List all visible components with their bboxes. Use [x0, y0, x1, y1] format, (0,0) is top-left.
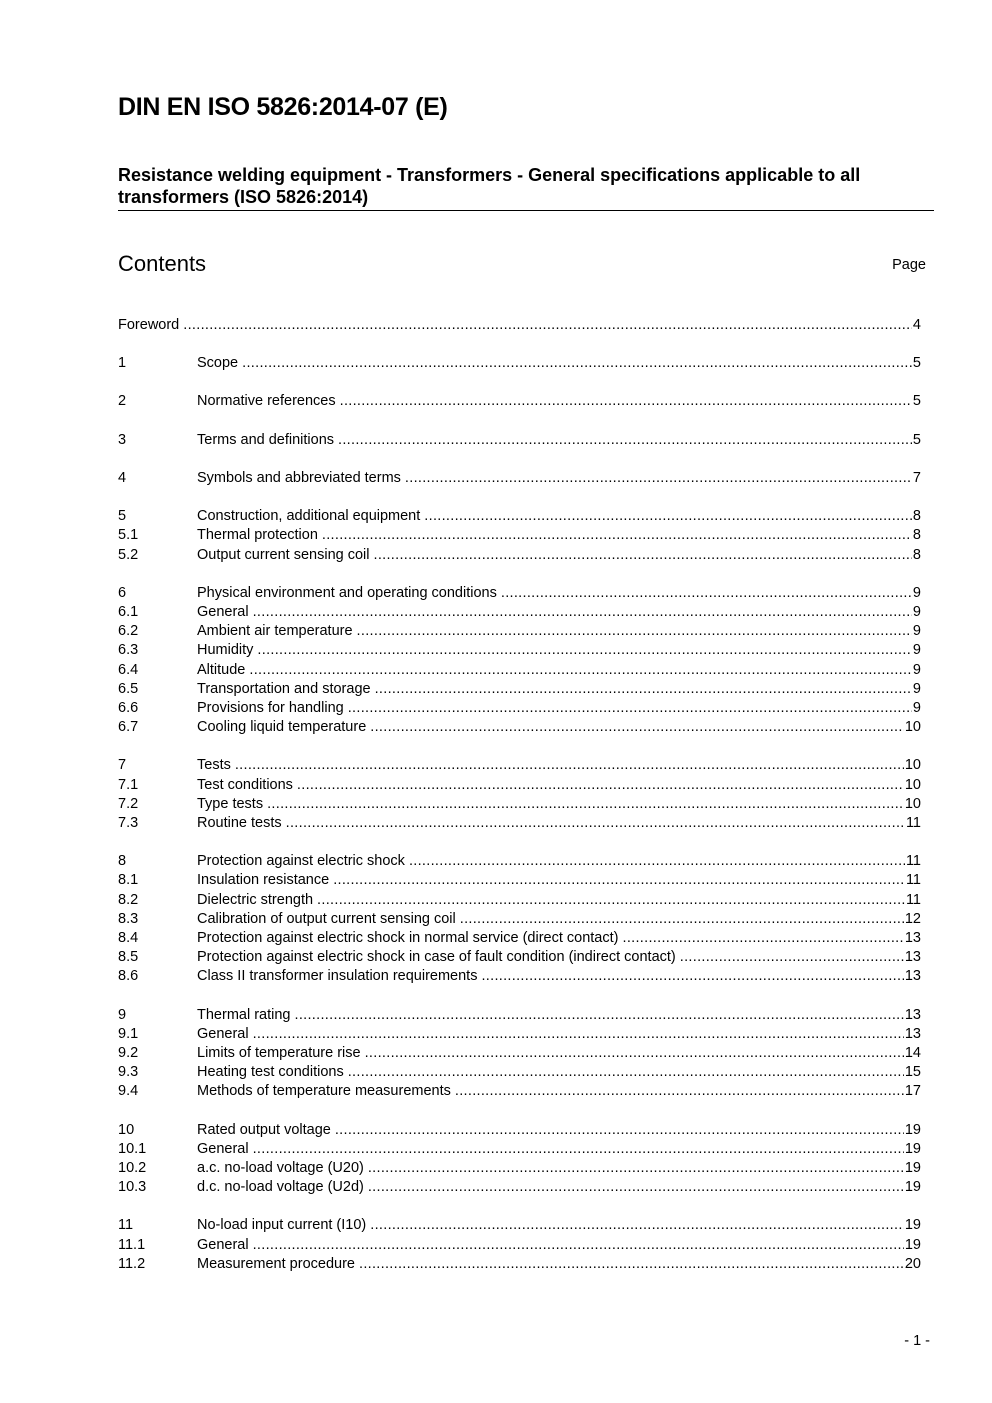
- toc-entry-title: Tests: [197, 757, 231, 773]
- toc-entry[interactable]: [118, 641, 921, 660]
- toc-entry-title: Dielectric strength: [197, 892, 314, 908]
- toc-dot-leader: [335, 1121, 904, 1140]
- toc-entry[interactable]: [118, 1255, 921, 1274]
- toc-entry[interactable]: [118, 431, 921, 450]
- toc-entry-number: 9.1: [118, 1026, 139, 1042]
- toc-entry-page: 10: [904, 719, 921, 735]
- toc-entry-title: Physical environment and operating conditions: [197, 585, 497, 601]
- toc-dot-leader: [368, 1159, 904, 1178]
- toc-entry[interactable]: [118, 699, 921, 718]
- toc-entry-number: 11.2: [118, 1256, 146, 1272]
- toc-entry-number: 3: [118, 432, 127, 448]
- toc-entry-page: 13: [904, 1007, 921, 1023]
- toc-entry-number: 7.1: [118, 777, 139, 793]
- toc-dot-leader: [365, 1044, 904, 1063]
- toc-entry-page: 8: [912, 547, 921, 563]
- toc-dot-leader: [370, 718, 904, 737]
- title-rule: [118, 210, 934, 211]
- toc-dot-leader: [249, 661, 912, 680]
- toc-entry[interactable]: [118, 871, 921, 890]
- toc-entry-title: Test conditions: [197, 777, 293, 793]
- toc-entry-page: 11: [905, 872, 921, 888]
- toc-entry-title: Protection against electric shock in case of fault condition (indirect contact): [197, 949, 676, 965]
- toc-dot-leader: [322, 526, 912, 545]
- toc-entry-page: 8: [912, 508, 921, 524]
- toc-entry-number: 10: [118, 1122, 135, 1138]
- toc-entry-number: 8.5: [118, 949, 139, 965]
- toc-entry-page: 9: [912, 585, 921, 601]
- toc-entry-page: 9: [912, 681, 921, 697]
- toc-entry-number: 6.6: [118, 700, 139, 716]
- toc-entry-page: 11: [905, 853, 921, 869]
- toc-dot-leader: [253, 1140, 904, 1159]
- toc-entry[interactable]: [118, 718, 921, 737]
- toc-entry-page: 20: [904, 1256, 921, 1272]
- toc-entry-number: 7: [118, 757, 127, 773]
- toc-entry[interactable]: [118, 910, 921, 929]
- toc-entry-number: 10.3: [118, 1179, 147, 1195]
- toc-entry-page: 19: [904, 1141, 921, 1157]
- toc-entry-title: d.c. no-load voltage (U2d): [197, 1179, 364, 1195]
- toc-entry-page: 10: [904, 777, 921, 793]
- toc-dot-leader: [333, 871, 905, 890]
- toc-entry-page: 9: [912, 623, 921, 639]
- toc-entry[interactable]: [118, 469, 921, 488]
- toc-dot-leader: [242, 354, 912, 373]
- toc-entry-number: 2: [118, 393, 127, 409]
- toc-entry-title: Provisions for handling: [197, 700, 344, 716]
- toc-entry-number: 4: [118, 470, 127, 486]
- toc-entry-number: 10.1: [118, 1141, 147, 1157]
- toc-entry[interactable]: [118, 891, 921, 910]
- toc-entry-page: 9: [912, 700, 921, 716]
- toc-entry-title: Altitude: [197, 662, 246, 678]
- toc-entry-number: 8.3: [118, 911, 139, 927]
- toc-entry-title: Heating test conditions: [197, 1064, 344, 1080]
- toc-entry[interactable]: [118, 546, 921, 565]
- toc-dot-leader: [338, 431, 912, 450]
- toc-entry-number: 1: [118, 355, 127, 371]
- toc-dot-leader: [294, 1006, 903, 1025]
- toc-dot-leader: [348, 1063, 904, 1082]
- toc-entry[interactable]: [118, 1236, 921, 1255]
- toc-dot-leader: [481, 967, 903, 986]
- toc-dot-leader: [460, 910, 904, 929]
- toc-dot-leader: [348, 699, 912, 718]
- toc-entry-title: Terms and definitions: [197, 432, 335, 448]
- toc-entry-title: Foreword: [118, 317, 180, 333]
- toc-entry-page: 10: [904, 757, 921, 773]
- toc-entry-title: No-load input current (I10): [197, 1217, 367, 1233]
- toc-entry-number: 5: [118, 508, 127, 524]
- toc-entry-number: 6.7: [118, 719, 139, 735]
- toc-entry-title: Transportation and storage: [197, 681, 371, 697]
- doc-title: DIN EN ISO 5826:2014-07 (E): [118, 93, 448, 121]
- toc-dot-leader: [253, 1025, 904, 1044]
- toc-entry-page: 7: [912, 470, 921, 486]
- toc-entry-page: 4: [912, 317, 921, 333]
- toc-entry-page: 12: [904, 911, 921, 927]
- toc-entry-number: 6.1: [118, 604, 139, 620]
- toc-entry-number: 6: [118, 585, 127, 601]
- toc-entry[interactable]: [118, 316, 921, 335]
- toc-entry-page: 14: [904, 1045, 921, 1061]
- toc-entry-page: 19: [904, 1160, 921, 1176]
- toc-entry[interactable]: [118, 776, 921, 795]
- toc-entry-title: Ambient air temperature: [197, 623, 353, 639]
- toc-entry-number: 5.1: [118, 527, 139, 543]
- toc-entry[interactable]: [118, 1082, 921, 1101]
- toc-dot-leader: [183, 316, 912, 335]
- toc-entry-title: Scope: [197, 355, 239, 371]
- toc-entry-title: Cooling liquid temperature: [197, 719, 367, 735]
- doc-subtitle: Resistance welding equipment - Transformers - General specifications applicable to all transformers (ISO 5826:2014): [118, 165, 861, 207]
- toc-entry[interactable]: [118, 680, 921, 699]
- toc-dot-leader: [340, 392, 912, 411]
- toc-dot-leader: [235, 756, 904, 775]
- toc-dot-leader: [680, 948, 904, 967]
- toc-entry-page: 9: [912, 662, 921, 678]
- toc-entry-number: 8.2: [118, 892, 139, 908]
- page-column-label: Page: [892, 257, 926, 273]
- toc-entry-page: 19: [904, 1217, 921, 1233]
- toc-entry[interactable]: [118, 948, 921, 967]
- toc-dot-leader: [370, 1216, 904, 1235]
- toc-entry-title: Protection against electric shock: [197, 853, 405, 869]
- toc-entry-page: 13: [904, 1026, 921, 1042]
- toc-dot-leader: [424, 507, 912, 526]
- toc-entry-page: 19: [904, 1237, 921, 1253]
- toc-dot-leader: [409, 852, 905, 871]
- toc-entry[interactable]: [118, 1044, 921, 1063]
- toc-entry-number: 8.4: [118, 930, 139, 946]
- toc-entry-title: Routine tests: [197, 815, 282, 831]
- toc-entry-title: Thermal rating: [197, 1007, 291, 1023]
- toc-entry-page: 11: [905, 892, 921, 908]
- toc-dot-leader: [253, 603, 912, 622]
- toc-entry-number: 8.6: [118, 968, 139, 984]
- toc-dot-leader: [257, 641, 912, 660]
- toc-entry-title: Rated output voltage: [197, 1122, 331, 1138]
- toc-entry[interactable]: [118, 1159, 921, 1178]
- toc-entry[interactable]: [118, 1006, 921, 1025]
- toc-entry-title: Type tests: [197, 796, 264, 812]
- toc-entry-title: Thermal protection: [197, 527, 318, 543]
- toc-entry-page: 17: [904, 1083, 921, 1099]
- contents-heading: Contents: [118, 251, 207, 276]
- toc-entry-page: 13: [904, 968, 921, 984]
- toc-entry-number: 9: [118, 1007, 127, 1023]
- toc-entry-page: 5: [912, 355, 921, 371]
- toc-entry-title: Normative references: [197, 393, 336, 409]
- toc-entry-number: 9.2: [118, 1045, 139, 1061]
- page-footer-number: - 1 -: [904, 1333, 930, 1349]
- toc-entry[interactable]: [118, 354, 921, 373]
- toc-entry[interactable]: [118, 584, 921, 603]
- toc-entry[interactable]: [118, 1121, 921, 1140]
- toc-entry-title: Construction, additional equipment: [197, 508, 421, 524]
- toc-entry-title: Protection against electric shock in normal service (direct contact): [197, 930, 619, 946]
- toc-entry-number: 7.2: [118, 796, 139, 812]
- toc-entry-title: General: [197, 1026, 249, 1042]
- toc-entry-page: 19: [904, 1179, 921, 1195]
- toc-dot-leader: [317, 891, 905, 910]
- toc-entry-number: 9.3: [118, 1064, 139, 1080]
- toc-dot-leader: [622, 929, 903, 948]
- toc-entry-page: 5: [912, 393, 921, 409]
- toc-entry[interactable]: [118, 661, 921, 680]
- toc-entry-title: Limits of temperature rise: [197, 1045, 361, 1061]
- toc-dot-leader: [359, 1255, 904, 1274]
- toc-entry-title: Measurement procedure: [197, 1256, 355, 1272]
- toc-entry[interactable]: [118, 1216, 921, 1235]
- toc-entry-page: 5: [912, 432, 921, 448]
- toc-dot-leader: [357, 622, 912, 641]
- toc-entry[interactable]: [118, 603, 921, 622]
- toc-entry-number: 8.1: [118, 872, 139, 888]
- toc-entry-title: General: [197, 604, 249, 620]
- toc-entry[interactable]: [118, 1140, 921, 1159]
- toc-dot-leader: [297, 776, 904, 795]
- toc-entry-number: 5.2: [118, 547, 139, 563]
- toc-dot-leader: [405, 469, 912, 488]
- toc-entry-number: 6.2: [118, 623, 139, 639]
- toc-entry-page: 19: [904, 1122, 921, 1138]
- toc-entry-number: 11.1: [118, 1237, 146, 1253]
- toc-entry[interactable]: [118, 929, 921, 948]
- toc-entry-title: Calibration of output current sensing coil: [197, 911, 456, 927]
- toc-dot-leader: [375, 680, 912, 699]
- toc-dot-leader: [267, 795, 904, 814]
- toc-entry[interactable]: [118, 507, 921, 526]
- toc-entry[interactable]: [118, 814, 921, 833]
- toc-entry[interactable]: [118, 622, 921, 641]
- toc-entry-page: 8: [912, 527, 921, 543]
- toc-entry-number: 9.4: [118, 1083, 139, 1099]
- toc-entry-title: Insulation resistance: [197, 872, 330, 888]
- toc-dot-leader: [455, 1082, 904, 1101]
- toc-entry-number: 6.3: [118, 642, 139, 658]
- toc-entry-number: 7.3: [118, 815, 139, 831]
- toc-entry-title: Symbols and abbreviated terms: [197, 470, 401, 486]
- toc-entry[interactable]: [118, 967, 921, 986]
- toc-entry-title: Humidity: [197, 642, 254, 658]
- toc-entry-page: 9: [912, 604, 921, 620]
- toc-entry[interactable]: [118, 756, 921, 775]
- toc-dot-leader: [286, 814, 905, 833]
- toc-entry-title: General: [197, 1141, 249, 1157]
- toc-dot-leader: [373, 546, 911, 565]
- toc-entry[interactable]: [118, 1063, 921, 1082]
- toc-entry-page: 13: [904, 949, 921, 965]
- toc-entry-number: 10.2: [118, 1160, 147, 1176]
- toc-entry-title: Methods of temperature measurements: [197, 1083, 451, 1099]
- toc-entry-page: 9: [912, 642, 921, 658]
- toc-entry-number: 8: [118, 853, 127, 869]
- toc-entry-page: 11: [905, 815, 921, 831]
- toc-entry[interactable]: [118, 1025, 921, 1044]
- toc-dot-leader: [501, 584, 912, 603]
- toc-entry-title: a.c. no-load voltage (U20): [197, 1160, 364, 1176]
- toc-dot-leader: [253, 1236, 904, 1255]
- toc-entry[interactable]: [118, 1178, 921, 1197]
- toc-entry[interactable]: [118, 852, 921, 871]
- toc-entry-number: 6.5: [118, 681, 139, 697]
- toc-entry-title: General: [197, 1237, 249, 1253]
- toc-entry[interactable]: [118, 392, 921, 411]
- toc-entry-page: 10: [904, 796, 921, 812]
- toc-entry-page: 15: [904, 1064, 921, 1080]
- toc-dot-leader: [368, 1178, 904, 1197]
- toc-entry[interactable]: [118, 526, 921, 545]
- toc-entry[interactable]: [118, 795, 921, 814]
- toc-entry-title: Output current sensing coil: [197, 547, 370, 563]
- toc-entry-title: Class II transformer insulation requirements: [197, 968, 478, 984]
- toc-entry-page: 13: [904, 930, 921, 946]
- toc-entry-number: 6.4: [118, 662, 139, 678]
- toc-entry-number: 11: [118, 1217, 134, 1233]
